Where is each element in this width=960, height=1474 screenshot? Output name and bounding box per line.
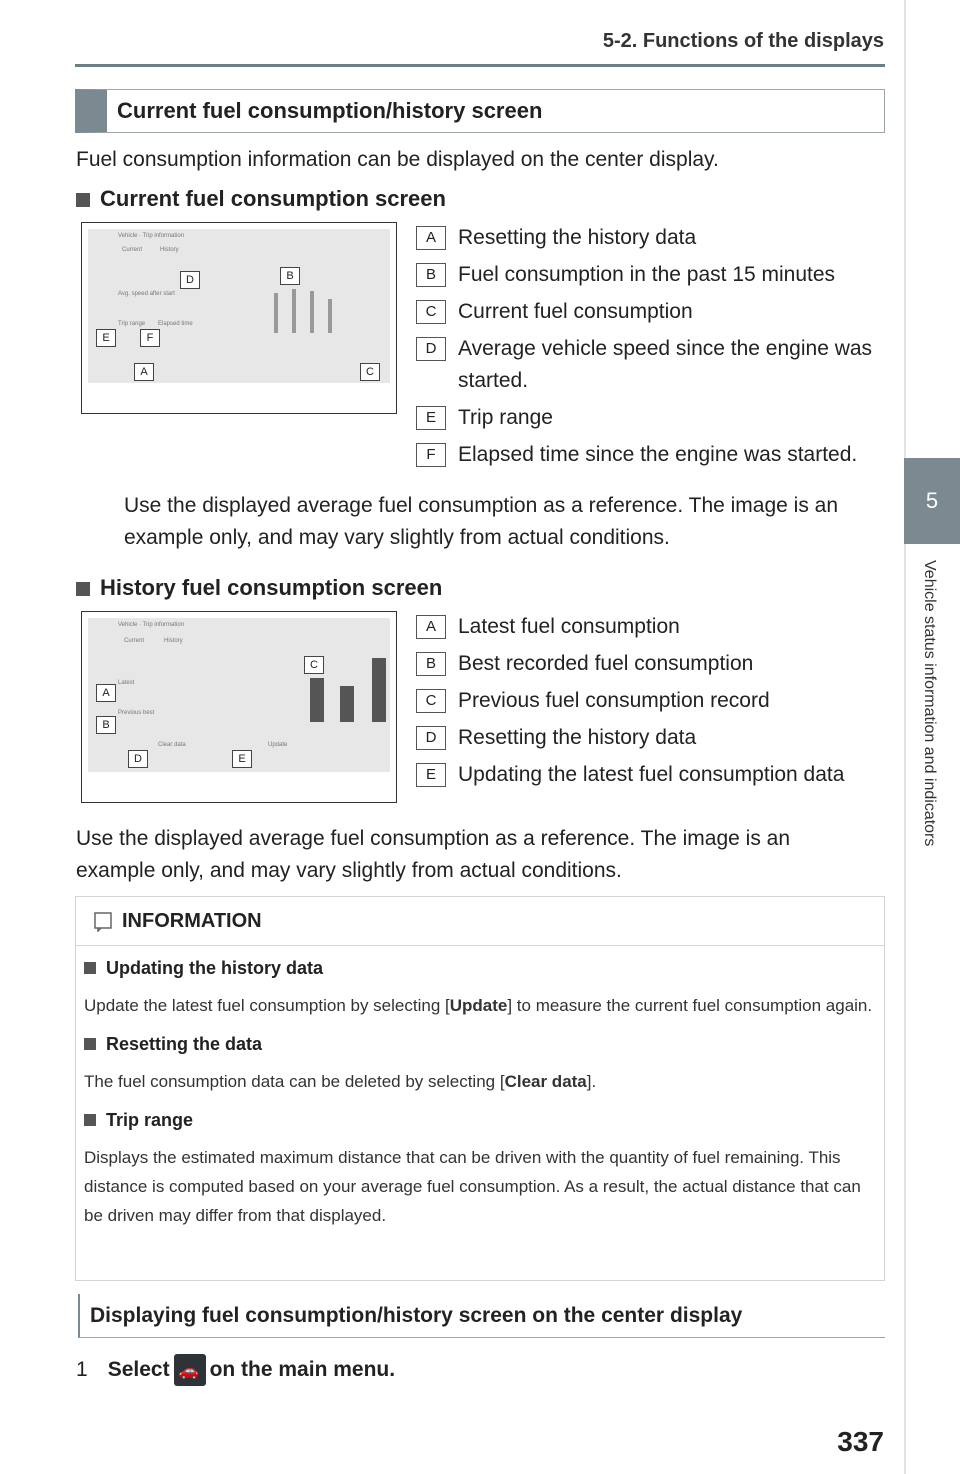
caption-previous-best: Previous best — [118, 710, 155, 716]
caption-latest: Latest — [118, 680, 135, 686]
legend-item: B Best recorded fuel consumption — [416, 648, 886, 680]
caption-speed: Avg. speed after start — [118, 291, 175, 297]
tab-history: History — [160, 247, 179, 253]
callout-label-e: E — [232, 750, 252, 768]
history-screen-illustration — [81, 611, 397, 803]
callout-label-f: F — [140, 329, 160, 347]
info-item-text: Displays the estimated maximum distance that can be driven with the quantity of fuel remaining. This distance is computed based on your average fuel consumption. As a result, the actual distance that can be driven may differ from that displayed. — [84, 1148, 861, 1225]
information-icon — [92, 910, 114, 932]
step-1 — [76, 1354, 395, 1386]
callout-label-b: B — [96, 716, 116, 734]
callout-label-c: C — [304, 656, 324, 674]
legend-history — [416, 611, 886, 791]
chart-bar — [310, 291, 314, 333]
subsection-heading-text: Current fuel consumption screen — [100, 186, 446, 211]
chart-bar — [328, 299, 332, 333]
info-item-heading: Updating the history data — [84, 958, 876, 979]
information-title: INFORMATION — [122, 909, 262, 932]
screen-area — [88, 618, 390, 772]
square-bullet-icon — [76, 193, 90, 207]
info-item-text: Update the latest fuel consumption by selecting [Update] to measure the current fuel consumption again. — [84, 996, 873, 1015]
step-text-before: Select — [107, 1358, 170, 1381]
info-item-heading: Resetting the data — [84, 1034, 876, 1055]
page-number: 337 — [837, 1426, 884, 1457]
legend-item: B Fuel consumption in the past 15 minutes — [416, 259, 886, 291]
step-number: 1 — [76, 1358, 88, 1381]
step-text-after: on the main menu. — [209, 1358, 396, 1381]
legend-item: E Updating the latest fuel consumption data — [416, 759, 886, 791]
square-bullet-icon — [84, 1114, 96, 1126]
information-box — [75, 896, 885, 1281]
nav-crumb: Vehicle · Trip information — [118, 622, 185, 628]
callout-label-c: C — [360, 363, 380, 381]
reference-note: Use the displayed average fuel consumption as a reference. The image is an example only, and may vary slightly from actual conditions. — [124, 494, 839, 549]
callout-label-a: A — [96, 684, 116, 702]
button-clear-data: Clear data — [158, 742, 186, 748]
square-bullet-icon — [84, 1038, 96, 1050]
side-divider — [904, 0, 906, 1474]
callout-label-d: D — [128, 750, 148, 768]
chart-bar — [340, 686, 354, 722]
section-heading-text: Current fuel consumption/history screen — [117, 98, 543, 123]
callout-label-b: B — [280, 267, 300, 285]
chapter-tab: 5 — [904, 458, 960, 544]
vehicle-menu-icon[interactable]: 🚗 — [174, 1354, 206, 1386]
header-rule — [75, 64, 885, 67]
button-update: Update — [268, 742, 288, 748]
tab-current: Current — [122, 247, 143, 253]
tab-current: Current — [124, 638, 145, 644]
legend-item: E Trip range — [416, 402, 886, 434]
caption-elapsed: Elapsed time — [158, 321, 193, 327]
callout-label-d: D — [180, 271, 200, 289]
reference-note: Use the displayed average fuel consumption as a reference. The image is an example only, and may vary slightly from actual conditions. — [76, 827, 791, 882]
subsection-heading-text: History fuel consumption screen — [100, 575, 443, 600]
subsection-heading-current — [76, 186, 446, 212]
subsection-heading-history — [76, 575, 442, 601]
screen-area — [88, 229, 390, 383]
info-item-heading: Trip range — [84, 1110, 876, 1131]
legend-item: C Current fuel consumption — [416, 296, 886, 328]
chart-bar — [372, 658, 386, 722]
section-heading-display — [78, 1294, 885, 1338]
chart-bar — [292, 289, 296, 333]
callout-label-a: A — [134, 363, 154, 381]
square-bullet-icon — [76, 582, 90, 596]
legend-item: C Previous fuel consumption record — [416, 685, 886, 717]
callout-label-e: E — [96, 329, 116, 347]
chart-bar — [274, 293, 278, 333]
tab-history: History — [164, 638, 183, 644]
legend-item: D Average vehicle speed since the engine was started. — [416, 333, 886, 397]
legend-item: F Elapsed time since the engine was started. — [416, 439, 886, 471]
legend-item: A Latest fuel consumption — [416, 611, 886, 643]
info-item-text: The fuel consumption data can be deleted by selecting [Clear data]. — [84, 1072, 597, 1091]
information-content — [76, 946, 884, 1230]
caption-range: Trip range — [118, 321, 146, 327]
section-heading-text: Displaying fuel consumption/history screen on the center display — [90, 1303, 743, 1327]
intro-text: Fuel consumption information can be displayed on the center display. — [76, 148, 719, 171]
legend-item: D Resetting the history data — [416, 722, 886, 754]
square-bullet-icon — [84, 962, 96, 974]
chapter-title: Vehicle status information and indicators — [921, 560, 938, 847]
section-heading — [75, 89, 885, 133]
section-header: 5-2. Functions of the displays — [602, 30, 884, 52]
nav-crumb: Vehicle · Trip information — [118, 233, 185, 239]
legend-current — [416, 222, 886, 471]
information-header — [76, 897, 884, 946]
current-screen-illustration — [81, 222, 397, 414]
chart-bar — [310, 678, 324, 722]
legend-item: A Resetting the history data — [416, 222, 886, 254]
